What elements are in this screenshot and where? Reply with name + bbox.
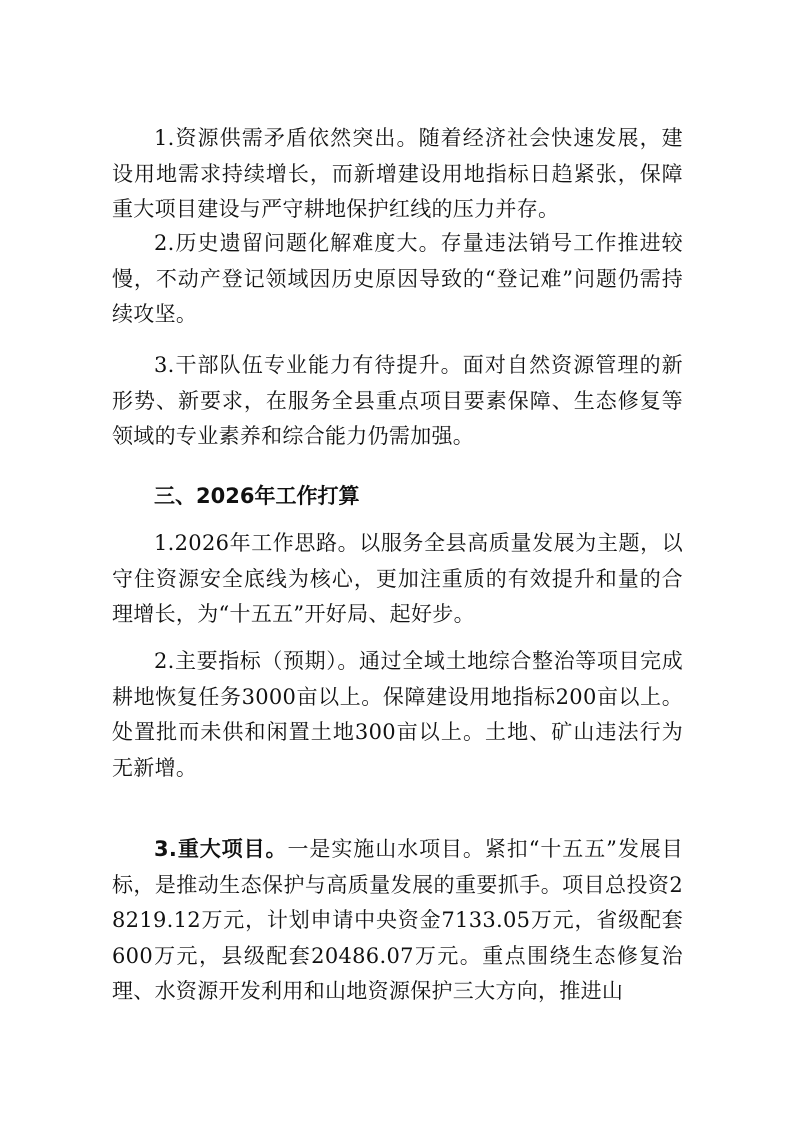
paragraph-cadre-capability: 3.干部队伍专业能力有待提升。面对自然资源管理的新形势、新要求，在服务全县重点项目要素保障、生态修复等领域的专业素养和综合能力仍需加强。 [112, 353, 683, 448]
major-projects-body: 一是实施山水项目。紧扣“十五五”发展目标，是推动生态保护与高质量发展的重要抓手。项目总投资28219.12万元，计划申请中央资金7133.05万元，省级配套600万元，县级配套20486.07万元。重点围绕生态修复治理、水资源开发利用和山地资源保护三大方向，推进山 [112, 837, 683, 1003]
paragraph-resource-supply-demand: 1.资源供需矛盾依然突出。随着经济社会快速发展，建设用地需求持续增长，而新增建设用地指标日趋紧张，保障重大项目建设与严守耕地保护红线的压力并存。 [112, 126, 683, 221]
paragraph-main-indicators: 2.主要指标（预期）。通过全域土地综合整治等项目完成耕地恢复任务3000亩以上。保障建设用地指标200亩以上。处置批而未供和闲置土地300亩以上。土地、矿山违法行为无新增。 [112, 649, 683, 780]
paragraph-major-projects [112, 832, 683, 1010]
paragraph-work-approach: 1.2026年工作思路。以服务全县高质量发展为主题，以守住资源安全底线为核心，更加注重质的有效提升和量的合理增长，为“十五五”开好局、起好步。 [112, 531, 683, 626]
major-projects-lead: 3.重大项目。 [154, 837, 288, 861]
section-heading-2026-plan: 三、2026年工作打算 [154, 484, 360, 508]
paragraph-historical-issues: 2.历史遗留问题化解难度大。存量违法销号工作推进较慢，不动产登记领域因历史原因导致的“登记难”问题仍需持续攻坚。 [112, 231, 683, 326]
